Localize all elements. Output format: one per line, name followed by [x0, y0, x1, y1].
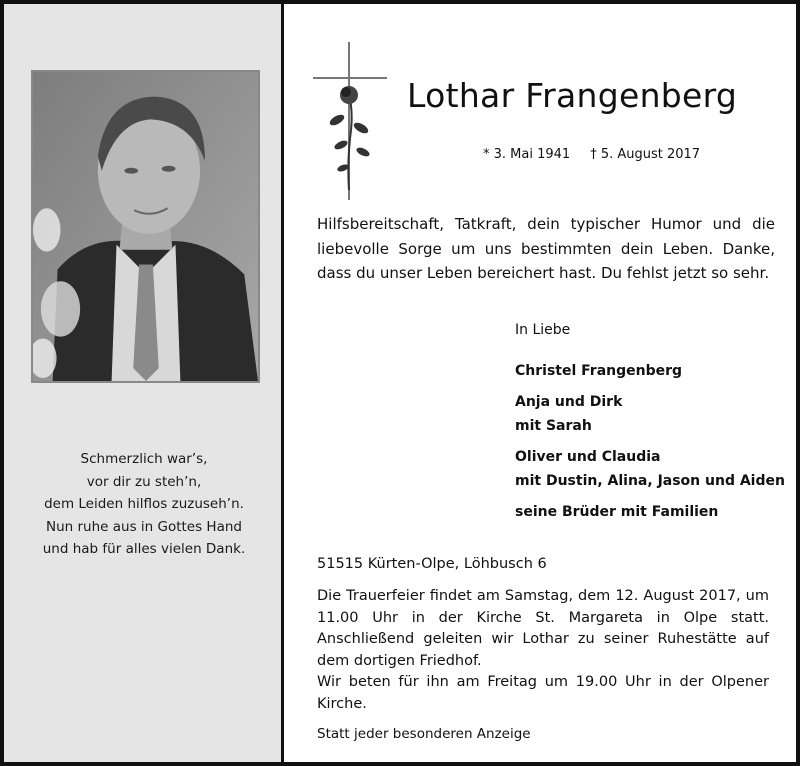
mourner-group [515, 390, 795, 438]
poem-line: dem Leiden hilflos zuzuseh’n. [44, 496, 244, 512]
mourner-line: Anja und Dirk [515, 394, 623, 410]
portrait-photo [31, 70, 260, 383]
poem-line: Schmerzlich war’s, [80, 451, 208, 467]
poem [14, 448, 274, 561]
mourner-line: mit Dustin, Alina, Jason und Aiden [515, 473, 785, 489]
poem-line: und hab für alles vielen Dank. [42, 541, 246, 557]
mourners-list [515, 322, 795, 531]
tribute-text: Hilfsbereitschaft, Tatkraft, dein typischer Humor und die liebevolle Sorge um uns bestimmten dein Leben. Danke, dass du unser Leben bereichert hast. Du fehlst jetzt so sehr. [317, 215, 775, 282]
left-panel [4, 4, 284, 762]
mourner-group [515, 445, 795, 493]
mourner-line: mit Sarah [515, 418, 592, 434]
cross-with-rose-icon [313, 40, 393, 202]
notice-text: Statt jeder besonderen Anzeige [317, 726, 531, 742]
service-info [317, 586, 769, 715]
poem-line: Nun ruhe aus in Gottes Hand [45, 518, 242, 535]
mourner-line: seine Brüder mit Familien [515, 504, 719, 520]
mourner-group [515, 359, 795, 383]
right-panel [287, 4, 796, 762]
mourner-line: Christel Frangenberg [515, 363, 683, 379]
mourner-line: Oliver und Claudia [515, 449, 661, 465]
birth-date: * 3. Mai 1941 [483, 147, 571, 162]
life-dates [483, 147, 720, 162]
mourners-lead: In Liebe [515, 322, 571, 338]
service-paragraph: Die Trauerfeier findet am Samstag, dem 12. August 2017, um 11.00 Uhr in der Kirche St. Margareta in Olpe statt. Anschließend geleiten wir Lothar zu seiner Ruhestätte auf dem dortigen Friedhof. [317, 588, 769, 669]
service-paragraph: Wir beten für ihn am Freitag um 19.00 Uhr in der Olpener Kirche. [317, 674, 769, 712]
poem-line: vor dir zu steh’n, [86, 473, 202, 490]
address: 51515 Kürten-Olpe, Löhbusch 6 [317, 556, 547, 572]
death-date: † 5. August 2017 [590, 147, 701, 162]
deceased-name: Lothar Frangenberg [407, 76, 738, 115]
mourner-group [515, 500, 795, 524]
